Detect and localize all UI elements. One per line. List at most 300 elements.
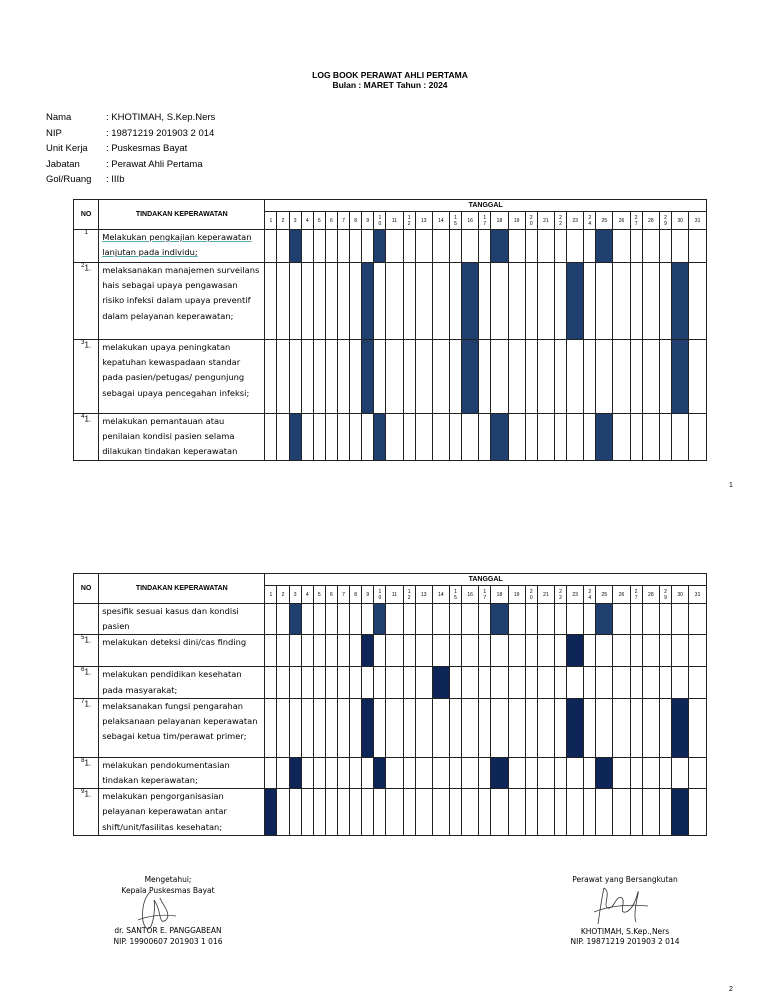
day-cell <box>554 667 566 698</box>
day-header: 5 <box>313 212 325 230</box>
day-cell <box>596 263 613 340</box>
day-cell <box>403 789 415 836</box>
day-header: 11 <box>386 212 403 230</box>
day-cell <box>374 757 386 788</box>
day-cell <box>432 789 449 836</box>
sig-left-line2: Kepala Puskesmas Bayat <box>121 885 215 895</box>
day-cell <box>432 340 449 414</box>
row-number: $^3$1. <box>74 340 99 414</box>
day-cell <box>642 635 659 667</box>
day-cell <box>537 230 554 263</box>
day-cell <box>525 698 537 757</box>
day-cell <box>642 698 659 757</box>
day-header: 2 4 <box>584 212 596 230</box>
day-cell <box>642 414 659 461</box>
day-cell <box>630 414 642 461</box>
day-cell <box>642 263 659 340</box>
day-cell <box>491 789 508 836</box>
day-cell <box>525 263 537 340</box>
day-cell <box>596 230 613 263</box>
day-cell <box>403 340 415 414</box>
day-cell <box>689 667 707 698</box>
day-header: 1 5 <box>450 586 462 604</box>
day-cell <box>450 340 462 414</box>
day-cell <box>386 230 403 263</box>
day-cell <box>325 698 337 757</box>
day-cell <box>432 667 449 698</box>
row-number <box>74 604 99 635</box>
day-cell <box>508 340 525 414</box>
day-cell <box>415 698 432 757</box>
day-cell <box>313 340 325 414</box>
day-cell <box>567 340 584 414</box>
day-cell <box>462 698 479 757</box>
day-cell <box>567 414 584 461</box>
day-cell <box>350 263 362 340</box>
day-cell <box>450 789 462 836</box>
day-cell <box>350 667 362 698</box>
day-cell <box>313 263 325 340</box>
table-row <box>74 604 707 635</box>
info-row <box>46 110 215 126</box>
info-label: Jabatan <box>46 158 80 170</box>
day-cell <box>689 263 707 340</box>
day-cell <box>362 414 374 461</box>
day-header: 11 <box>386 586 403 604</box>
day-cell <box>642 604 659 635</box>
day-header: 1 0 <box>374 586 386 604</box>
day-cell <box>337 340 349 414</box>
day-cell <box>537 698 554 757</box>
day-header: 7 <box>337 212 349 230</box>
day-cell <box>432 698 449 757</box>
day-cell <box>415 414 432 461</box>
day-cell <box>386 667 403 698</box>
day-cell <box>403 604 415 635</box>
day-cell <box>525 789 537 836</box>
day-cell <box>277 757 289 788</box>
day-cell <box>462 340 479 414</box>
table-row <box>74 789 707 836</box>
day-cell <box>265 698 277 757</box>
day-cell <box>374 414 386 461</box>
day-cell <box>537 635 554 667</box>
day-cell <box>672 757 689 788</box>
day-cell <box>462 635 479 667</box>
day-cell <box>265 635 277 667</box>
day-header: 19 <box>508 212 525 230</box>
table-row <box>74 414 707 461</box>
day-cell <box>584 757 596 788</box>
sig-left-name: dr. SANTOR E. PANGGABEAN <box>114 926 222 935</box>
day-cell <box>374 340 386 414</box>
day-cell <box>350 789 362 836</box>
day-header: 21 <box>537 586 554 604</box>
day-cell <box>672 789 689 836</box>
day-cell <box>301 230 313 263</box>
day-cell <box>289 230 301 263</box>
day-cell <box>537 604 554 635</box>
logbook-table-1 <box>73 199 707 461</box>
day-cell <box>265 340 277 414</box>
day-cell <box>462 414 479 461</box>
day-cell <box>525 635 537 667</box>
day-cell <box>301 789 313 836</box>
day-cell <box>362 263 374 340</box>
action-text: melakukan pendokumentasian tindakan keperawatan; <box>99 757 265 788</box>
header-no: NO <box>74 200 99 230</box>
day-cell <box>337 230 349 263</box>
day-cell <box>554 757 566 788</box>
day-header: 2 <box>277 586 289 604</box>
day-cell <box>277 604 289 635</box>
page-number-1: 1 <box>729 482 733 489</box>
day-cell <box>289 667 301 698</box>
day-cell <box>386 340 403 414</box>
day-cell <box>450 698 462 757</box>
day-cell <box>450 667 462 698</box>
day-cell <box>415 340 432 414</box>
day-cell <box>596 340 613 414</box>
sig-right-nip: NIP. 19871219 201903 2 014 <box>570 937 680 946</box>
day-cell <box>508 263 525 340</box>
day-cell <box>403 263 415 340</box>
day-cell <box>672 698 689 757</box>
day-cell <box>289 340 301 414</box>
day-cell <box>584 789 596 836</box>
day-cell <box>525 757 537 788</box>
day-cell <box>584 230 596 263</box>
day-cell <box>313 414 325 461</box>
action-text: melakukan pendidikan kesehatan pada masyarakat; <box>99 667 265 698</box>
header-action: TINDAKAN KEPERAWATAN <box>99 574 265 604</box>
day-cell <box>584 667 596 698</box>
day-cell <box>265 230 277 263</box>
day-cell <box>301 414 313 461</box>
day-cell <box>508 230 525 263</box>
info-label: Unit Kerja <box>46 143 88 154</box>
day-cell <box>374 667 386 698</box>
day-header: 9 <box>362 586 374 604</box>
day-header: 6 <box>325 212 337 230</box>
action-text: melaksanakan fungsi pengarahan pelaksanaan pelayanan keperawatan sebagai ketua tim/perawat primer; <box>99 698 265 757</box>
day-cell <box>630 789 642 836</box>
day-cell <box>403 667 415 698</box>
day-cell <box>415 263 432 340</box>
day-header: 2 0 <box>525 586 537 604</box>
day-cell <box>508 757 525 788</box>
day-cell <box>630 230 642 263</box>
sig-left-nip: NIP. 19900607 201903 1 016 <box>113 936 223 946</box>
day-cell <box>374 635 386 667</box>
day-cell <box>362 789 374 836</box>
day-cell <box>689 604 707 635</box>
table-row <box>74 230 707 263</box>
day-cell <box>277 635 289 667</box>
day-cell <box>362 757 374 788</box>
day-cell <box>325 340 337 414</box>
table-row <box>74 757 707 788</box>
day-cell <box>584 263 596 340</box>
day-cell <box>659 263 671 340</box>
day-header: 1 7 <box>479 212 491 230</box>
day-header: 2 0 <box>525 212 537 230</box>
day-cell <box>313 230 325 263</box>
day-cell <box>337 667 349 698</box>
page-title: LOG BOOK PERAWAT AHLI PERTAMA <box>312 70 468 80</box>
info-row <box>46 126 215 142</box>
signature-left-image <box>132 890 182 935</box>
day-header: 19 <box>508 586 525 604</box>
day-cell <box>613 789 630 836</box>
day-header: 5 <box>313 586 325 604</box>
action-text: melakukan upaya peningkatan kepatuhan kewaspadaan standar pada pasien/petugas/ pengunjung sebagai upaya pencegahan infeksi; <box>99 340 265 414</box>
day-cell <box>277 340 289 414</box>
day-cell <box>689 340 707 414</box>
day-cell <box>403 414 415 461</box>
day-header: 13 <box>415 212 432 230</box>
day-cell <box>525 230 537 263</box>
day-header: 16 <box>462 586 479 604</box>
day-cell <box>596 757 613 788</box>
day-cell <box>491 604 508 635</box>
day-cell <box>289 604 301 635</box>
day-cell <box>479 230 491 263</box>
day-cell <box>596 414 613 461</box>
day-header: 31 <box>689 212 707 230</box>
day-cell <box>374 604 386 635</box>
day-cell <box>374 230 386 263</box>
day-cell <box>554 340 566 414</box>
day-cell <box>584 604 596 635</box>
header-action: TINDAKAN KEPERAWATAN <box>99 200 265 230</box>
sig-right-name: KHOTIMAH, S.Kep.,Ners <box>580 926 670 936</box>
day-cell <box>491 667 508 698</box>
day-cell <box>325 230 337 263</box>
day-cell <box>537 789 554 836</box>
day-cell <box>374 263 386 340</box>
day-cell <box>403 635 415 667</box>
day-cell <box>362 604 374 635</box>
day-header: 1 0 <box>374 212 386 230</box>
day-cell <box>659 698 671 757</box>
day-cell <box>325 789 337 836</box>
day-cell <box>613 757 630 788</box>
day-cell <box>289 635 301 667</box>
day-header: 18 <box>491 586 508 604</box>
day-cell <box>374 789 386 836</box>
day-header: 18 <box>491 212 508 230</box>
day-cell <box>479 635 491 667</box>
action-text: melakukan pengorganisasian pelayanan keperawatan antar shift/unit/fasilitas kesehatan; <box>99 789 265 836</box>
day-cell <box>491 263 508 340</box>
day-header: 26 <box>613 212 630 230</box>
day-cell <box>630 340 642 414</box>
day-cell <box>289 414 301 461</box>
day-cell <box>450 414 462 461</box>
info-label: Gol/Ruang <box>46 174 92 185</box>
row-number: $^5$1. <box>74 635 99 667</box>
day-cell <box>630 757 642 788</box>
day-cell <box>508 698 525 757</box>
day-cell <box>432 414 449 461</box>
day-header: 13 <box>415 586 432 604</box>
day-cell <box>567 789 584 836</box>
day-cell <box>350 698 362 757</box>
day-cell <box>337 604 349 635</box>
day-cell <box>462 757 479 788</box>
day-header: 6 <box>325 586 337 604</box>
day-cell <box>659 667 671 698</box>
day-header: 3 <box>289 212 301 230</box>
day-cell <box>362 667 374 698</box>
day-cell <box>554 635 566 667</box>
day-header: 9 <box>362 212 374 230</box>
day-cell <box>554 789 566 836</box>
day-cell <box>350 757 362 788</box>
info-value: : Perawat Ahli Pertama <box>106 158 203 170</box>
day-cell <box>630 635 642 667</box>
day-cell <box>630 604 642 635</box>
info-label: NIP <box>46 127 62 139</box>
day-cell <box>508 635 525 667</box>
day-header: 25 <box>596 212 613 230</box>
header-date: TANGGAL <box>265 200 707 212</box>
day-cell <box>537 263 554 340</box>
day-cell <box>491 340 508 414</box>
day-cell <box>415 757 432 788</box>
day-cell <box>386 414 403 461</box>
day-cell <box>337 635 349 667</box>
day-cell <box>567 667 584 698</box>
day-cell <box>642 230 659 263</box>
day-cell <box>508 667 525 698</box>
day-header: 1 2 <box>403 586 415 604</box>
day-cell <box>491 635 508 667</box>
day-cell <box>325 604 337 635</box>
table-row <box>74 667 707 698</box>
day-cell <box>313 698 325 757</box>
day-cell <box>450 635 462 667</box>
day-cell <box>415 789 432 836</box>
table-row <box>74 263 707 340</box>
header-no: NO <box>74 574 99 604</box>
day-cell <box>386 789 403 836</box>
day-cell <box>415 230 432 263</box>
day-cell <box>479 604 491 635</box>
day-header: 1 <box>265 586 277 604</box>
day-cell <box>659 635 671 667</box>
day-cell <box>672 340 689 414</box>
day-cell <box>462 667 479 698</box>
table-row <box>74 698 707 757</box>
day-cell <box>415 667 432 698</box>
day-cell <box>301 340 313 414</box>
day-cell <box>567 635 584 667</box>
day-cell <box>289 757 301 788</box>
day-cell <box>313 789 325 836</box>
day-cell <box>301 698 313 757</box>
day-header: 14 <box>432 212 449 230</box>
day-cell <box>301 635 313 667</box>
day-cell <box>659 757 671 788</box>
action-text: melaksanakan manajemen surveilans hais sebagai upaya pengawasan risiko infeksi dalam upaya preventif dalam pelayanan keperawatan; <box>99 263 265 340</box>
day-header: 14 <box>432 586 449 604</box>
row-number: $^2$1. <box>74 263 99 340</box>
day-cell <box>313 604 325 635</box>
day-header: 2 7 <box>630 212 642 230</box>
day-cell <box>689 698 707 757</box>
day-cell <box>689 757 707 788</box>
info-value: : IIIb <box>106 174 125 185</box>
day-cell <box>289 698 301 757</box>
day-header: 4 <box>301 586 313 604</box>
day-cell <box>403 230 415 263</box>
day-cell <box>325 263 337 340</box>
day-cell <box>289 263 301 340</box>
day-cell <box>362 635 374 667</box>
day-cell <box>277 789 289 836</box>
day-header: 2 <box>277 212 289 230</box>
day-cell <box>462 789 479 836</box>
day-cell <box>362 340 374 414</box>
day-cell <box>325 414 337 461</box>
day-cell <box>613 667 630 698</box>
day-cell <box>350 604 362 635</box>
action-text: melakukan deteksi dini/cas finding <box>99 635 265 667</box>
day-cell <box>613 698 630 757</box>
day-cell <box>537 757 554 788</box>
day-cell <box>374 698 386 757</box>
table-row <box>74 635 707 667</box>
day-cell <box>277 414 289 461</box>
day-cell <box>642 340 659 414</box>
row-number: 1 <box>74 230 99 263</box>
day-cell <box>613 414 630 461</box>
day-cell <box>613 230 630 263</box>
day-header: 23 <box>567 586 584 604</box>
day-cell <box>386 757 403 788</box>
day-cell <box>613 635 630 667</box>
day-cell <box>525 414 537 461</box>
day-cell <box>337 757 349 788</box>
day-cell <box>567 757 584 788</box>
day-cell <box>567 230 584 263</box>
day-cell <box>479 263 491 340</box>
day-header: 1 <box>265 212 277 230</box>
day-cell <box>659 789 671 836</box>
day-cell <box>432 635 449 667</box>
day-cell <box>596 667 613 698</box>
day-header: 16 <box>462 212 479 230</box>
day-cell <box>450 230 462 263</box>
info-value: : 19871219 201903 2 014 <box>106 127 215 139</box>
page-number-2: 2 <box>729 986 733 993</box>
day-cell <box>462 604 479 635</box>
day-cell <box>432 604 449 635</box>
day-cell <box>584 698 596 757</box>
day-cell <box>462 263 479 340</box>
day-cell <box>672 263 689 340</box>
day-cell <box>265 757 277 788</box>
day-cell <box>265 789 277 836</box>
day-cell <box>313 757 325 788</box>
day-cell <box>554 263 566 340</box>
day-cell <box>491 414 508 461</box>
day-header: 7 <box>337 586 349 604</box>
day-cell <box>508 414 525 461</box>
day-cell <box>584 340 596 414</box>
